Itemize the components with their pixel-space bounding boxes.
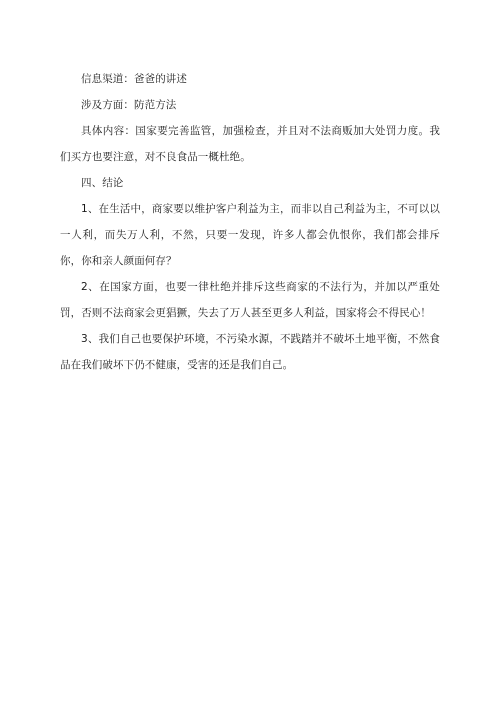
conclusion-item-2: 2、在国家方面，也要一律杜绝并排斥这些商家的不法行为，并加以严重处罚，否则不法商家会更猖獗，失去了万人甚至更多人利益，国家将会不得民心！ xyxy=(60,281,440,319)
conclusion-item-3: 3、我们自己也要保护环境，不污染水源，不践踏并不破坏土地平衡，不然食品在我们破坏下仍不健康，受害的还是我们自己。 xyxy=(60,333,440,371)
info-channel-line: 信息渠道：爸爸的讲述 xyxy=(81,73,187,85)
content-paragraph: 具体内容：国家要完善监管，加强检查，并且对不法商贩加大处罚力度。我们买方也要注意，对不良食品一概杜绝。 xyxy=(60,125,440,163)
section-heading-conclusion: 四、结论 xyxy=(81,177,124,189)
document-body xyxy=(60,66,440,378)
conclusion-item-1: 1、在生活中，商家要以维护客户利益为主，而非以自己利益为主，不可以以一人利，而失万人利，不然，只要一发现，许多人都会仇恨你，我们都会排斥你，你和亲人颜面何存？ xyxy=(60,203,440,267)
aspect-line: 涉及方面：防范方法 xyxy=(81,99,177,111)
